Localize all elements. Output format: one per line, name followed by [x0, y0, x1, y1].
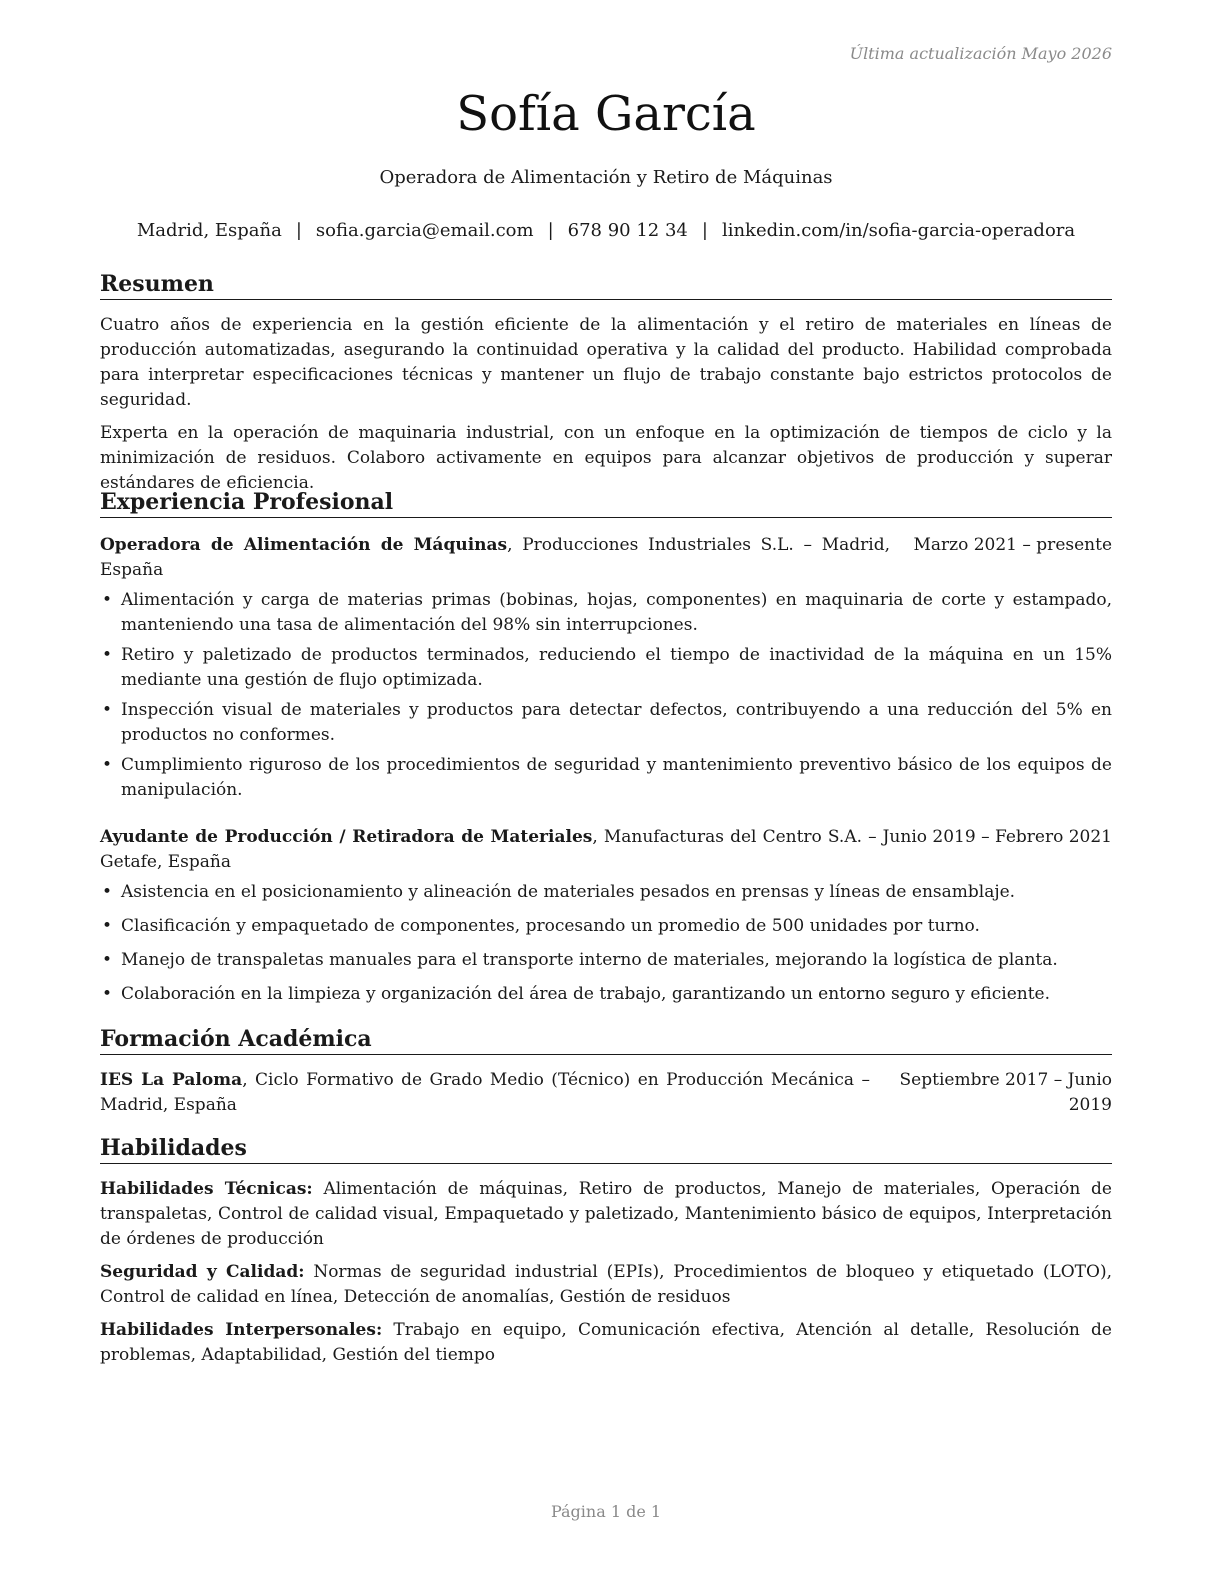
list-item: • Clasificación y empaquetado de componentes, procesando un promedio de 500 unidades por turno.	[100, 914, 1112, 939]
bullet-icon: •	[102, 700, 113, 720]
job-entry	[100, 825, 1112, 1007]
job-dates: Junio 2019 – Febrero 2021	[882, 827, 1112, 847]
list-item: • Colaboración en la limpieza y organización del área de trabajo, garantizando un entorno seguro y eficiente.	[100, 982, 1112, 1007]
summary-paragraph: Experta en la operación de maquinaria industrial, con un enfoque en la optimización de tiempos de ciclo y la minimización de residuos. Colaboro activamente en equipos para alcanzar objetivos de producción y superar estándares de eficiencia.	[100, 423, 1112, 493]
list-item: • Cumplimiento riguroso de los procedimientos de seguridad y mantenimiento preventivo básico de los equipos de manipulación.	[102, 755, 1112, 800]
page-number: Página 1 de 1	[550, 1502, 662, 1521]
education-school: IES La Paloma	[100, 1070, 243, 1090]
bullet-icon: •	[102, 950, 113, 970]
resume-page	[100, 0, 1112, 1584]
list-item: • Retiro y paletizado de productos terminados, reduciendo el tiempo de inactividad de la máquina en un 15% mediante una gestión de flujo optimizada.	[102, 645, 1112, 690]
contact-linkedin[interactable]: linkedin.com/in/sofia-garcia-operadora	[721, 220, 1076, 241]
contact-email[interactable]: sofia.garcia@email.com	[315, 220, 534, 241]
bullet-icon: •	[102, 916, 113, 936]
contact-separator: |	[295, 220, 302, 241]
summary-heading: Resumen	[100, 271, 1112, 300]
job-header	[100, 533, 1112, 583]
experience-section	[100, 489, 1112, 1007]
contact-location: Madrid, España	[136, 220, 282, 241]
skill-group-text: Normas de seguridad industrial (EPIs), Procedimientos de bloqueo y etiquetado (LOTO), Control de calidad en línea, Detección de anomalías, Gestión de residuos	[100, 1262, 1112, 1307]
bullet-icon: •	[102, 755, 113, 775]
education-dates: Septiembre 2017 – Junio 2019	[899, 1070, 1112, 1115]
education-section	[100, 1026, 1112, 1118]
skill-group-label: Habilidades Técnicas:	[100, 1179, 313, 1199]
list-item: • Inspección visual de materiales y productos para detectar defectos, contribuyendo a una reducción del 5% en productos no conformes.	[102, 700, 1112, 745]
job-header	[100, 825, 1112, 875]
summary-paragraph: Cuatro años de experiencia en la gestión eficiente de la alimentación y el retiro de materiales en líneas de producción automatizadas, asegurando la continuidad operativa y la calidad del producto. Habilidad comprobada para interpretar especificaciones técnicas y mantener un flujo de trabajo constante bajo estrictos protocolos de seguridad.	[100, 315, 1112, 410]
bullet-icon: •	[102, 645, 113, 665]
contact-separator: |	[701, 220, 708, 241]
last-updated: Última actualización Mayo 2026	[849, 44, 1112, 63]
skill-group	[100, 1177, 1112, 1252]
education-program: , Ciclo Formativo de Grado Medio (Técnico) en Producción Mecánica – Madrid, España	[100, 1070, 870, 1115]
job-bullets	[100, 588, 1112, 803]
skill-group	[100, 1260, 1112, 1310]
bullet-icon: •	[102, 882, 113, 902]
job-entry	[100, 533, 1112, 803]
skills-section	[100, 1135, 1112, 1368]
skill-group-label: Habilidades Interpersonales:	[100, 1320, 383, 1340]
education-heading: Formación Académica	[100, 1026, 1112, 1055]
list-item: • Asistencia en el posicionamiento y alineación de materiales pesados en prensas y líneas de ensamblaje.	[100, 880, 1112, 905]
job-dates: Marzo 2021 – presente	[913, 535, 1112, 555]
contact-line	[70, 220, 1142, 241]
job-company: , Producciones Industriales S.L. – Madrid, España	[100, 535, 891, 580]
skill-group-label: Seguridad y Calidad:	[100, 1262, 305, 1282]
experience-heading: Experiencia Profesional	[100, 489, 1112, 518]
job-role: Ayudante de Producción / Retiradora de Materiales	[100, 827, 593, 847]
bullet-icon: •	[102, 590, 113, 610]
candidate-name: Sofía García	[456, 86, 756, 142]
candidate-title: Operadora de Alimentación y Retiro de Máquinas	[379, 167, 833, 188]
list-item: • Alimentación y carga de materias primas (bobinas, hojas, componentes) en maquinaria de corte y estampado, manteniendo una tasa de alimentación del 98% sin interrupciones.	[102, 590, 1112, 635]
skill-group-text: Alimentación de máquinas, Retiro de productos, Manejo de materiales, Operación de transpaletas, Control de calidad visual, Empaquetado y paletizado, Mantenimiento básico de equipos, Interpretación de órdenes de producción	[100, 1179, 1112, 1249]
list-item: • Manejo de transpaletas manuales para el transporte interno de materiales, mejorando la logística de planta.	[100, 948, 1112, 973]
job-company: , Manufacturas del Centro S.A. – Getafe, España	[100, 827, 877, 872]
contact-phone: 678 90 12 34	[567, 220, 688, 241]
skill-group	[100, 1318, 1112, 1368]
job-bullets	[100, 880, 1112, 1007]
skill-group-text: Trabajo en equipo, Comunicación efectiva, Atención al detalle, Resolución de problemas, Adaptabilidad, Gestión del tiempo	[100, 1320, 1112, 1365]
summary-section	[100, 271, 1112, 496]
bullet-icon: •	[102, 984, 113, 1004]
contact-separator: |	[547, 220, 554, 241]
job-role: Operadora de Alimentación de Máquinas	[100, 535, 508, 555]
education-entry	[100, 1068, 1112, 1118]
skills-heading: Habilidades	[100, 1135, 1112, 1164]
